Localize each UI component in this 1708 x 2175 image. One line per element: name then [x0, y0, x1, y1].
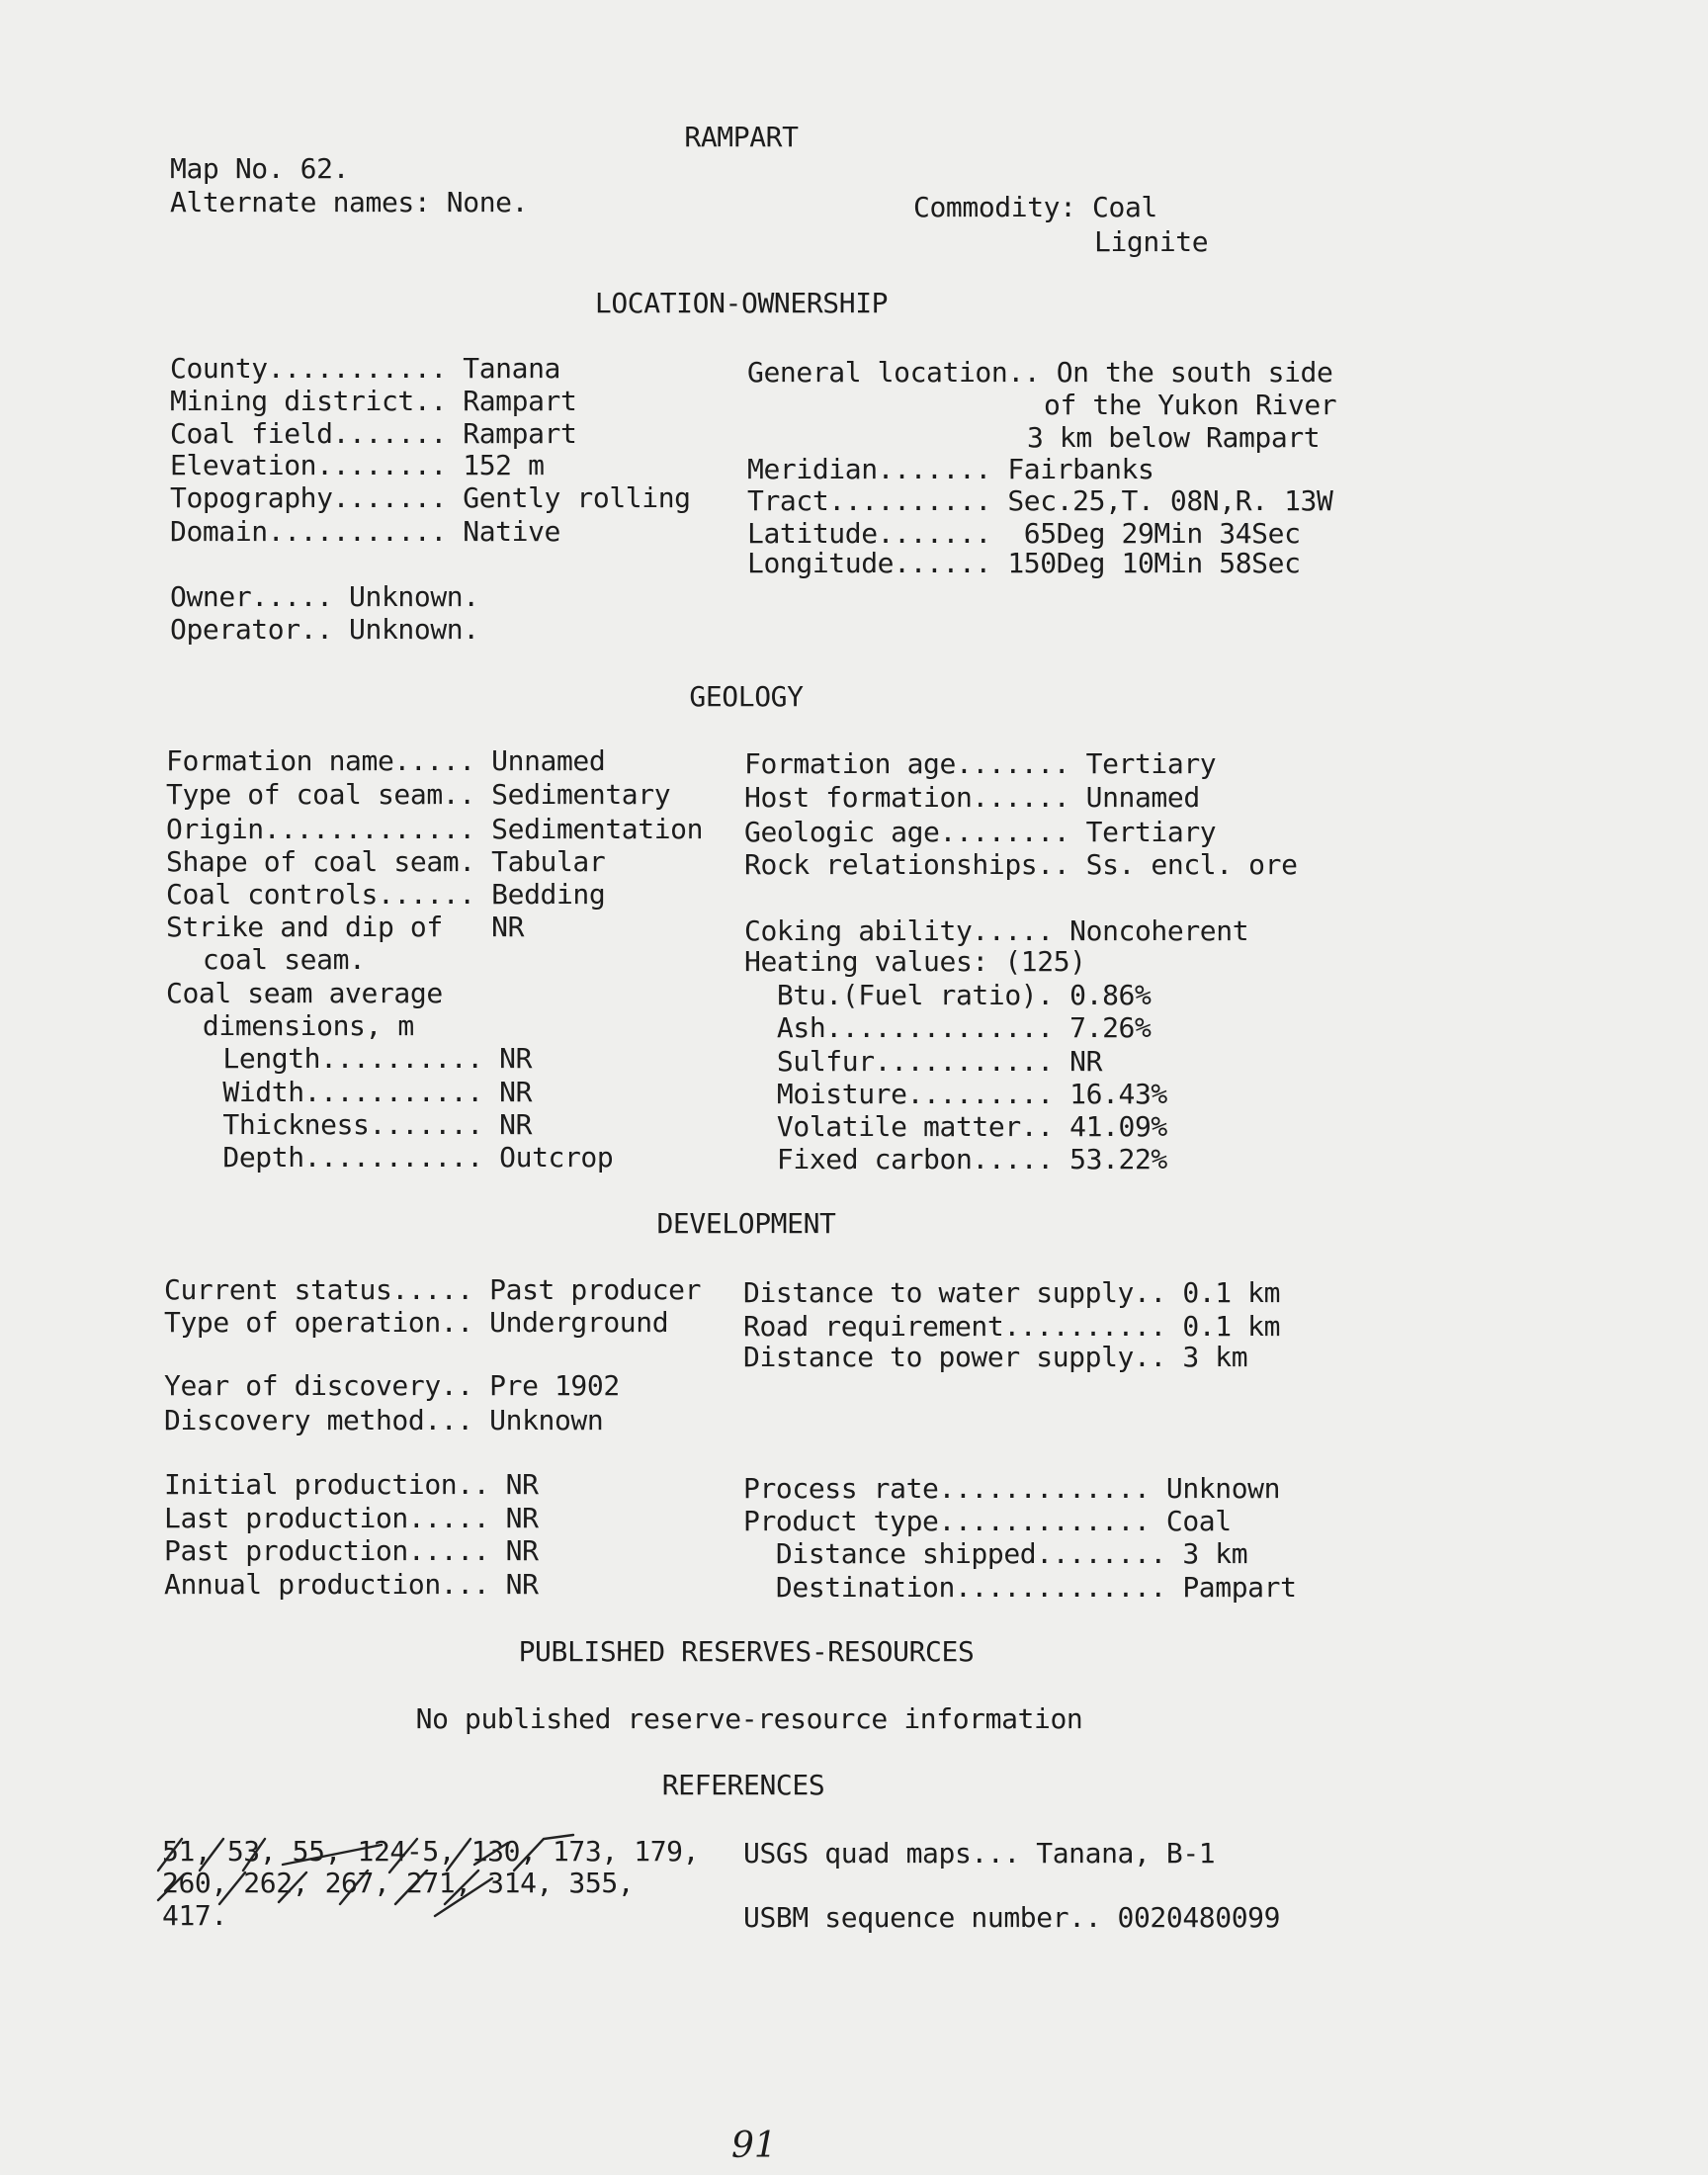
reference-line: 51, 53, 55, 124-5, 130, 173, 179,: [162, 1835, 700, 1868]
section-heading-development: DEVELOPMENT: [656, 1207, 836, 1240]
development-field: Distance to water supply.. 0.1 km: [743, 1276, 1281, 1309]
owner: Owner..... Unknown.: [170, 580, 479, 613]
geology-field: Btu.(Fuel ratio). 0.86%: [744, 979, 1152, 1011]
location-field: Tract.......... Sec.25,T. 08N,R. 13W: [747, 484, 1333, 517]
geology-field: Rock relationships.. Ss. encl. ore: [744, 848, 1298, 881]
geology-field: Coking ability..... Noncoherent: [744, 914, 1249, 947]
reserves-text: No published reserve-resource information: [415, 1702, 1083, 1735]
production-field: Distance shipped........ 3 km: [743, 1537, 1248, 1570]
production-field: Last production..... NR: [164, 1502, 539, 1534]
production-field: Past production..... NR: [164, 1534, 539, 1567]
page-title: RAMPART: [684, 121, 799, 153]
geology-field: Heating values: (125): [744, 945, 1086, 978]
map-number: Map No. 62.: [170, 152, 350, 185]
geology-field: coal seam.: [170, 943, 366, 976]
location-field: Topography....... Gently rolling: [170, 481, 691, 514]
location-field: Latitude....... 65Deg 29Min 34Sec: [747, 517, 1301, 550]
location-field: County........... Tanana: [170, 352, 560, 385]
location-field: Longitude...... 150Deg 10Min 58Sec: [747, 547, 1301, 579]
geology-field: Thickness....... NR: [174, 1108, 533, 1141]
reference-line: 417.: [162, 1899, 227, 1932]
production-field: Destination............. Pampart: [743, 1571, 1297, 1604]
location-field: Domain........... Native: [170, 515, 560, 548]
geology-field: Length.......... NR: [174, 1042, 533, 1075]
geology-field: Geologic age........ Tertiary: [744, 816, 1217, 848]
location-field: Coal field....... Rampart: [170, 417, 577, 450]
section-heading-geology: GEOLOGY: [689, 680, 804, 713]
development-field: Type of operation.. Underground: [164, 1306, 669, 1339]
page-number: 91: [731, 2126, 777, 2166]
geology-field: Formation age....... Tertiary: [744, 747, 1217, 780]
geology-field: Formation name..... Unnamed: [166, 744, 606, 777]
location-field: General location.. On the south side: [747, 356, 1333, 389]
production-field: Initial production.. NR: [164, 1468, 539, 1501]
location-field: of the Yukon River: [1044, 389, 1337, 421]
usgs-quad-maps: USGS quad maps... Tanana, B-1: [743, 1837, 1216, 1870]
commodity: Commodity: Coal: [913, 191, 1157, 223]
development-field: Discovery method... Unknown: [164, 1404, 604, 1436]
geology-field: Coal seam average: [166, 977, 443, 1009]
section-heading-location: LOCATION-OWNERSHIP: [594, 287, 889, 319]
production-field: Process rate............. Unknown: [743, 1472, 1281, 1505]
development-field: Current status..... Past producer: [164, 1273, 702, 1306]
production-field: Product type............. Coal: [743, 1505, 1232, 1537]
alternate-names: Alternate names: None.: [170, 186, 529, 218]
reference-line: 260, 262, 267, 271, 314, 355,: [162, 1867, 635, 1899]
development-field: Road requirement.......... 0.1 km: [743, 1310, 1281, 1343]
location-field: Mining district.. Rampart: [170, 385, 577, 417]
geology-field: Type of coal seam.. Sedimentary: [166, 778, 671, 811]
geology-field: Shape of coal seam. Tabular: [166, 845, 606, 878]
geology-field: Sulfur........... NR: [744, 1045, 1103, 1078]
geology-field: Host formation...... Unnamed: [744, 781, 1200, 814]
development-field: Distance to power supply.. 3 km: [743, 1341, 1248, 1373]
geology-field: Origin............. Sedimentation: [166, 813, 704, 845]
production-field: Annual production... NR: [164, 1568, 539, 1601]
section-heading-reserves: PUBLISHED RESERVES-RESOURCES: [518, 1635, 975, 1668]
location-field: Meridian....... Fairbanks: [747, 453, 1154, 485]
location-field: Elevation........ 152 m: [170, 449, 545, 481]
location-field: 3 km below Rampart: [1027, 421, 1321, 454]
section-heading-references: REFERENCES: [661, 1769, 825, 1801]
development-field: Year of discovery.. Pre 1902: [164, 1369, 620, 1402]
geology-field: Strike and dip of NR: [166, 911, 525, 943]
geology-field: Volatile matter.. 41.09%: [744, 1110, 1167, 1143]
operator: Operator.. Unknown.: [170, 613, 479, 646]
usbm-sequence-number: USBM sequence number.. 0020480099: [743, 1901, 1281, 1934]
geology-field: Width........... NR: [174, 1076, 533, 1108]
geology-field: Moisture......... 16.43%: [744, 1078, 1167, 1110]
geology-field: dimensions, m: [170, 1009, 414, 1042]
geology-field: Depth........... Outcrop: [174, 1141, 614, 1174]
geology-field: Fixed carbon..... 53.22%: [744, 1143, 1167, 1175]
geology-field: Ash.............. 7.26%: [744, 1011, 1152, 1044]
geology-field: Coal controls...... Bedding: [166, 878, 606, 911]
commodity-secondary: Lignite: [1094, 225, 1209, 258]
